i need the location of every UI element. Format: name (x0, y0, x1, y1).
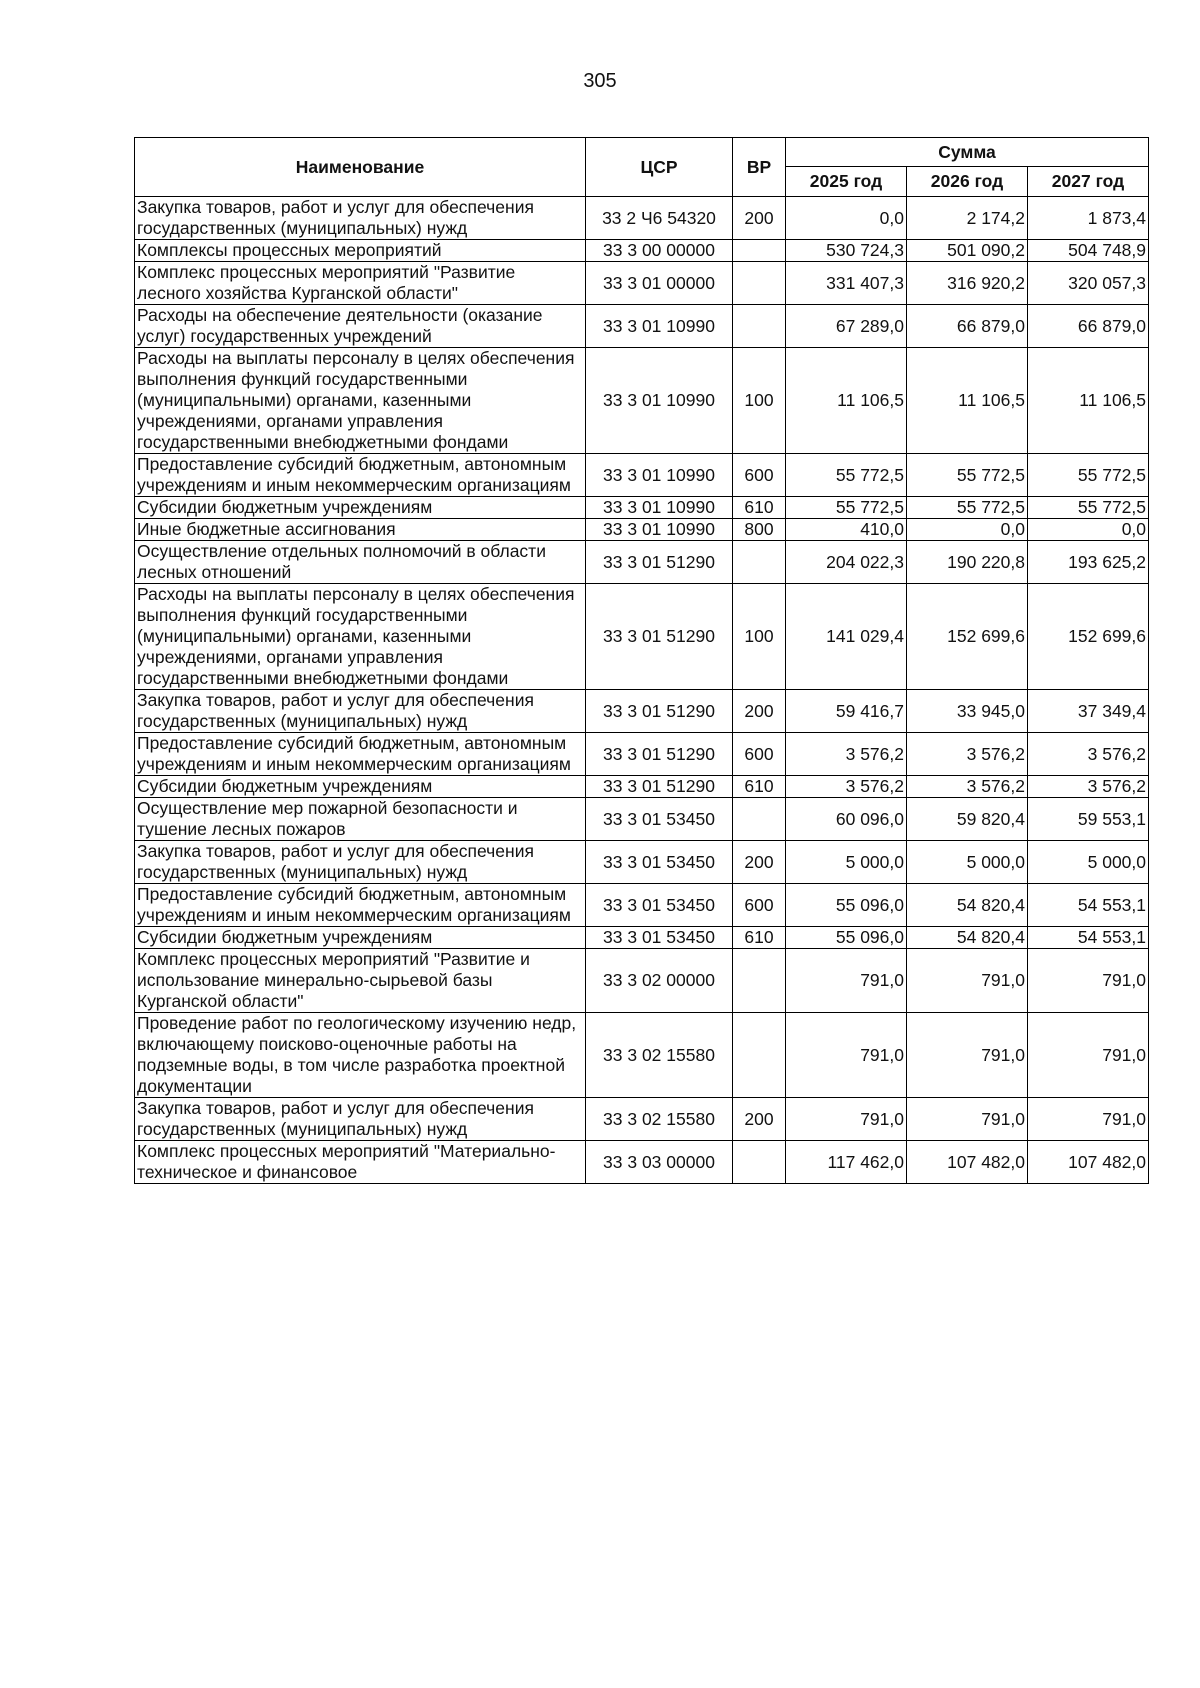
table-row (135, 949, 1149, 1013)
row-sum-2026: 152 699,6 (907, 584, 1028, 690)
row-sum-2025: 791,0 (786, 1098, 907, 1141)
header-name: Наименование (135, 138, 586, 197)
header-year-2026: 2026 год (907, 167, 1028, 197)
row-vr: 200 (733, 1098, 786, 1141)
row-csr: 33 3 02 15580 (586, 1013, 733, 1098)
row-csr: 33 3 01 10990 (586, 305, 733, 348)
row-sum-2026: 55 772,5 (907, 497, 1028, 519)
table-row (135, 541, 1149, 584)
row-sum-2025: 791,0 (786, 1013, 907, 1098)
budget-table (134, 137, 1149, 1184)
row-sum-2027: 504 748,9 (1028, 240, 1149, 262)
row-vr: 100 (733, 584, 786, 690)
table-row (135, 733, 1149, 776)
row-sum-2027: 791,0 (1028, 949, 1149, 1013)
row-sum-2026: 791,0 (907, 949, 1028, 1013)
row-sum-2026: 11 106,5 (907, 348, 1028, 454)
row-name: Расходы на обеспечение деятельности (оказание услуг) государственных учреждений (135, 305, 586, 348)
row-vr (733, 798, 786, 841)
row-sum-2027: 54 553,1 (1028, 884, 1149, 927)
row-sum-2026: 190 220,8 (907, 541, 1028, 584)
row-vr: 200 (733, 841, 786, 884)
row-name: Субсидии бюджетным учреждениям (135, 776, 586, 798)
row-sum-2025: 5 000,0 (786, 841, 907, 884)
row-vr (733, 1013, 786, 1098)
table-row (135, 841, 1149, 884)
row-sum-2025: 11 106,5 (786, 348, 907, 454)
table-row (135, 884, 1149, 927)
table-row (135, 305, 1149, 348)
row-csr: 33 3 02 00000 (586, 949, 733, 1013)
row-name: Осуществление отдельных полномочий в области лесных отношений (135, 541, 586, 584)
row-sum-2025: 67 289,0 (786, 305, 907, 348)
row-sum-2027: 193 625,2 (1028, 541, 1149, 584)
row-sum-2026: 54 820,4 (907, 884, 1028, 927)
table-row (135, 197, 1149, 240)
row-sum-2025: 59 416,7 (786, 690, 907, 733)
row-csr: 33 3 01 51290 (586, 584, 733, 690)
row-vr (733, 1141, 786, 1184)
row-csr: 33 3 01 51290 (586, 690, 733, 733)
row-sum-2025: 141 029,4 (786, 584, 907, 690)
row-sum-2025: 60 096,0 (786, 798, 907, 841)
row-name: Закупка товаров, работ и услуг для обеспечения государственных (муниципальных) нужд (135, 841, 586, 884)
row-sum-2025: 0,0 (786, 197, 907, 240)
row-csr: 33 3 01 53450 (586, 884, 733, 927)
row-sum-2026: 59 820,4 (907, 798, 1028, 841)
row-vr (733, 541, 786, 584)
row-name: Комплекс процессных мероприятий "Материально-техническое и финансовое (135, 1141, 586, 1184)
row-vr: 600 (733, 454, 786, 497)
row-sum-2025: 117 462,0 (786, 1141, 907, 1184)
row-sum-2025: 410,0 (786, 519, 907, 541)
row-csr: 33 3 01 51290 (586, 541, 733, 584)
row-sum-2026: 3 576,2 (907, 776, 1028, 798)
row-sum-2026: 107 482,0 (907, 1141, 1028, 1184)
row-vr (733, 305, 786, 348)
row-name: Иные бюджетные ассигнования (135, 519, 586, 541)
row-sum-2027: 320 057,3 (1028, 262, 1149, 305)
row-csr: 33 3 02 15580 (586, 1098, 733, 1141)
table-row (135, 1141, 1149, 1184)
table-row (135, 927, 1149, 949)
row-vr: 610 (733, 497, 786, 519)
row-sum-2026: 66 879,0 (907, 305, 1028, 348)
row-sum-2027: 791,0 (1028, 1013, 1149, 1098)
row-sum-2026: 33 945,0 (907, 690, 1028, 733)
row-sum-2027: 3 576,2 (1028, 733, 1149, 776)
row-sum-2027: 107 482,0 (1028, 1141, 1149, 1184)
table-row (135, 519, 1149, 541)
header-vr: ВР (733, 138, 786, 197)
row-name: Проведение работ по геологическому изучению недр, включающему поисково-оценочные работы на подземные воды, в том числе разработка проектной документации (135, 1013, 586, 1098)
row-sum-2025: 55 772,5 (786, 454, 907, 497)
row-sum-2026: 0,0 (907, 519, 1028, 541)
row-name: Осуществление мер пожарной безопасности и тушение лесных пожаров (135, 798, 586, 841)
row-sum-2025: 55 772,5 (786, 497, 907, 519)
row-sum-2026: 55 772,5 (907, 454, 1028, 497)
row-csr: 33 3 01 10990 (586, 348, 733, 454)
row-csr: 33 3 01 53450 (586, 798, 733, 841)
row-name: Субсидии бюджетным учреждениям (135, 497, 586, 519)
row-sum-2027: 3 576,2 (1028, 776, 1149, 798)
row-csr: 33 3 01 53450 (586, 927, 733, 949)
row-csr: 33 3 03 00000 (586, 1141, 733, 1184)
table-row (135, 798, 1149, 841)
row-name: Субсидии бюджетным учреждениям (135, 927, 586, 949)
row-sum-2027: 37 349,4 (1028, 690, 1149, 733)
row-sum-2027: 66 879,0 (1028, 305, 1149, 348)
table-row (135, 584, 1149, 690)
table-row (135, 776, 1149, 798)
row-vr: 100 (733, 348, 786, 454)
table-row (135, 497, 1149, 519)
row-sum-2026: 501 090,2 (907, 240, 1028, 262)
row-name: Предоставление субсидий бюджетным, автономным учреждениям и иным некоммерческим организациям (135, 884, 586, 927)
header-sum: Сумма (786, 138, 1149, 167)
row-csr: 33 3 01 10990 (586, 497, 733, 519)
row-vr: 800 (733, 519, 786, 541)
row-name: Комплекс процессных мероприятий "Развитие лесного хозяйства Курганской области" (135, 262, 586, 305)
row-sum-2025: 530 724,3 (786, 240, 907, 262)
header-year-2025: 2025 год (786, 167, 907, 197)
row-sum-2026: 791,0 (907, 1098, 1028, 1141)
row-sum-2027: 59 553,1 (1028, 798, 1149, 841)
row-name: Предоставление субсидий бюджетным, автономным учреждениям и иным некоммерческим организациям (135, 454, 586, 497)
row-vr: 200 (733, 197, 786, 240)
row-name: Расходы на выплаты персоналу в целях обеспечения выполнения функций государственными (муниципальными) органами, казенными учреждениями, органами управления государственными внебюджетными фондами (135, 584, 586, 690)
row-csr: 33 3 01 51290 (586, 776, 733, 798)
row-csr: 33 3 01 00000 (586, 262, 733, 305)
row-sum-2026: 3 576,2 (907, 733, 1028, 776)
row-name: Комплексы процессных мероприятий (135, 240, 586, 262)
row-vr (733, 949, 786, 1013)
row-sum-2027: 55 772,5 (1028, 497, 1149, 519)
row-name: Комплекс процессных мероприятий "Развитие и использование минерально-сырьевой базы Курганской области" (135, 949, 586, 1013)
row-csr: 33 3 01 53450 (586, 841, 733, 884)
row-vr (733, 262, 786, 305)
row-vr: 610 (733, 776, 786, 798)
table-row (135, 348, 1149, 454)
row-csr: 33 2 Ч6 54320 (586, 197, 733, 240)
row-sum-2026: 5 000,0 (907, 841, 1028, 884)
row-sum-2025: 55 096,0 (786, 884, 907, 927)
table-row (135, 1098, 1149, 1141)
row-name: Предоставление субсидий бюджетным, автономным учреждениям и иным некоммерческим организациям (135, 733, 586, 776)
row-vr: 200 (733, 690, 786, 733)
row-name: Расходы на выплаты персоналу в целях обеспечения выполнения функций государственными (муниципальными) органами, казенными учреждениями, органами управления государственными внебюджетными фондами (135, 348, 586, 454)
row-sum-2027: 1 873,4 (1028, 197, 1149, 240)
table-row (135, 1013, 1149, 1098)
table-body (135, 197, 1149, 1184)
row-sum-2025: 791,0 (786, 949, 907, 1013)
row-sum-2026: 316 920,2 (907, 262, 1028, 305)
table-row (135, 240, 1149, 262)
row-sum-2027: 0,0 (1028, 519, 1149, 541)
row-sum-2026: 2 174,2 (907, 197, 1028, 240)
table-row (135, 262, 1149, 305)
page-number: 305 (583, 70, 617, 92)
row-vr: 610 (733, 927, 786, 949)
row-sum-2027: 11 106,5 (1028, 348, 1149, 454)
table-row (135, 690, 1149, 733)
row-sum-2025: 55 096,0 (786, 927, 907, 949)
row-vr: 600 (733, 884, 786, 927)
row-sum-2027: 55 772,5 (1028, 454, 1149, 497)
row-name: Закупка товаров, работ и услуг для обеспечения государственных (муниципальных) нужд (135, 1098, 586, 1141)
row-sum-2027: 5 000,0 (1028, 841, 1149, 884)
row-vr (733, 240, 786, 262)
row-csr: 33 3 00 00000 (586, 240, 733, 262)
row-csr: 33 3 01 51290 (586, 733, 733, 776)
row-sum-2025: 3 576,2 (786, 733, 907, 776)
header-year-2027: 2027 год (1028, 167, 1149, 197)
header-csr: ЦСР (586, 138, 733, 197)
row-sum-2027: 152 699,6 (1028, 584, 1149, 690)
row-name: Закупка товаров, работ и услуг для обеспечения государственных (муниципальных) нужд (135, 690, 586, 733)
row-vr: 600 (733, 733, 786, 776)
row-csr: 33 3 01 10990 (586, 519, 733, 541)
row-csr: 33 3 01 10990 (586, 454, 733, 497)
row-sum-2025: 3 576,2 (786, 776, 907, 798)
row-sum-2025: 331 407,3 (786, 262, 907, 305)
row-sum-2027: 54 553,1 (1028, 927, 1149, 949)
row-sum-2027: 791,0 (1028, 1098, 1149, 1141)
row-sum-2026: 54 820,4 (907, 927, 1028, 949)
row-sum-2025: 204 022,3 (786, 541, 907, 584)
table-row (135, 454, 1149, 497)
row-sum-2026: 791,0 (907, 1013, 1028, 1098)
row-name: Закупка товаров, работ и услуг для обеспечения государственных (муниципальных) нужд (135, 197, 586, 240)
